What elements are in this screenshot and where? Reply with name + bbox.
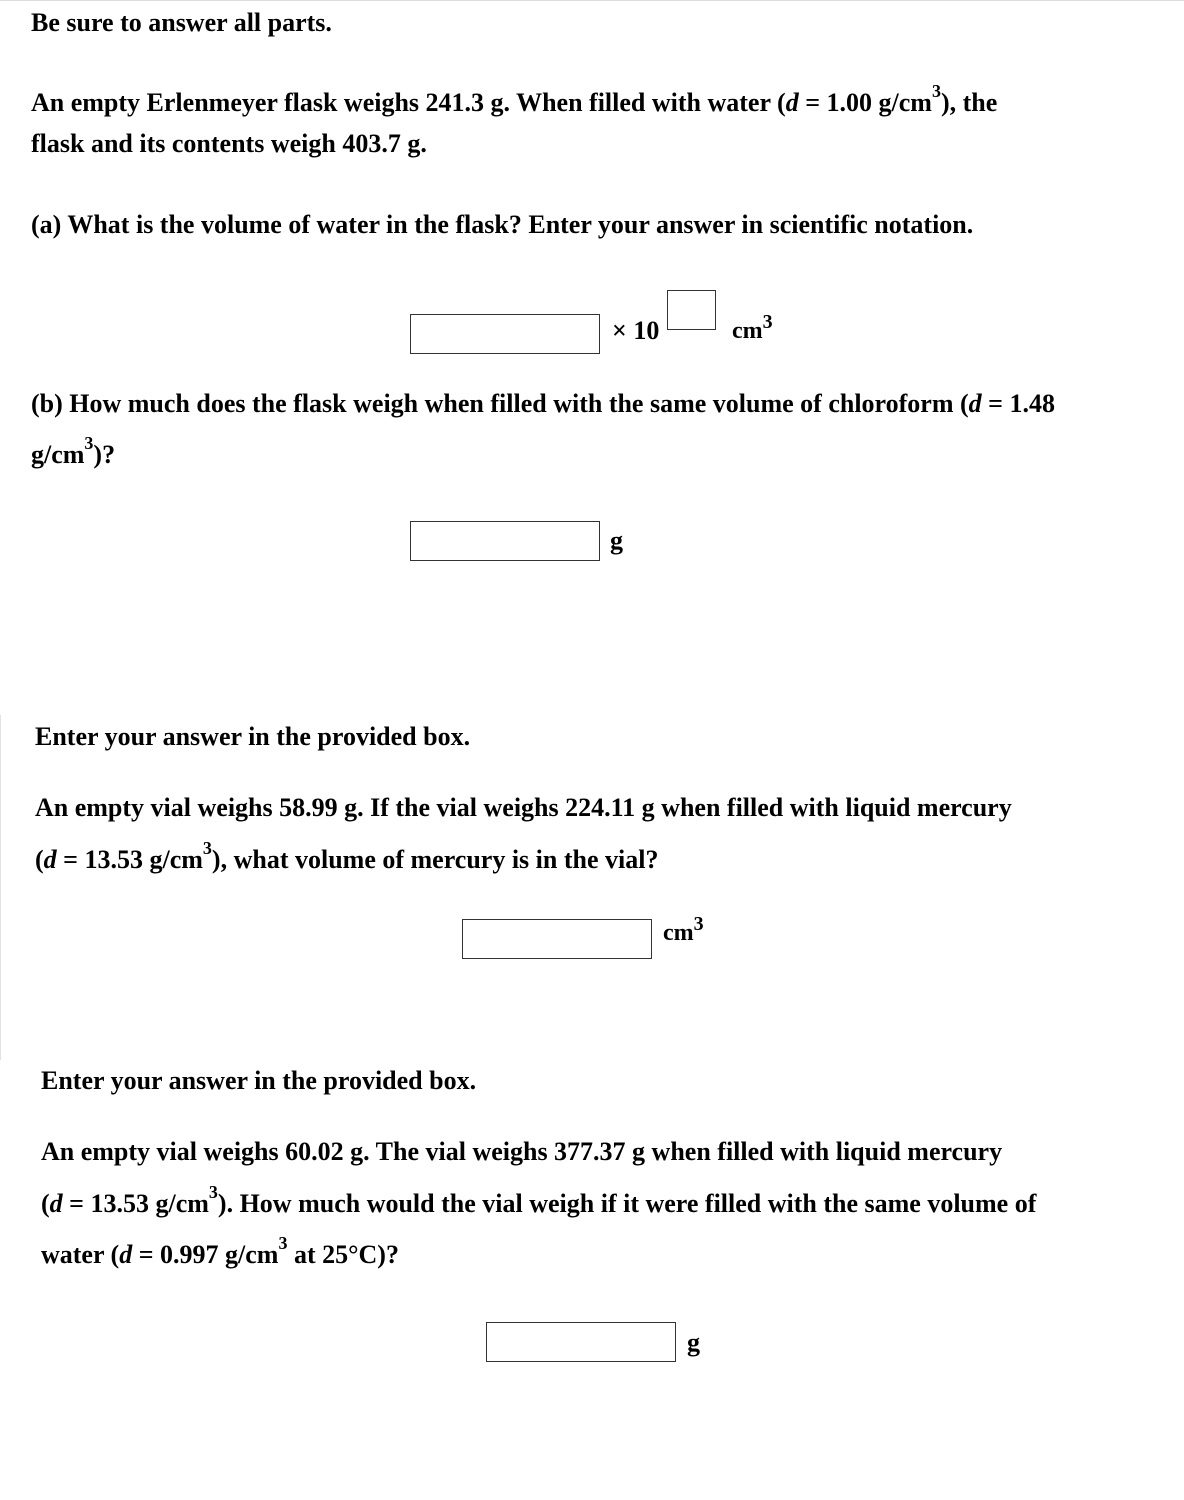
q3-text-c: ). How much would the vial weigh if it were filled with the same volume of — [217, 1189, 1037, 1218]
q1-stem-text-a: An empty Erlenmeyer flask weighs 241.3 g. When filled with water ( — [31, 88, 786, 117]
q3-text-e: = 0.997 g/cm — [132, 1240, 279, 1269]
q2-stem-line1: An empty vial weighs 58.99 g. If the vial weighs 224.11 g when filled with liquid mercury — [35, 793, 1012, 822]
q1-stem-line1 — [31, 81, 998, 118]
q2-exponent: 3 — [202, 838, 212, 859]
q2-stem-line2 — [35, 838, 659, 875]
q1-part-b-text-c: g/cm — [31, 440, 85, 469]
q3-stem-line1: An empty vial weighs 60.02 g. The vial weighs 377.37 g when filled with liquid mercury — [41, 1137, 1003, 1166]
q1-part-a-coefficient-input[interactable] — [410, 314, 600, 354]
q3-answer-unit: g — [687, 1328, 700, 1357]
q2-answer-input[interactable] — [462, 919, 652, 959]
q1-exponent: 3 — [931, 81, 941, 102]
q3-stem-line3 — [41, 1233, 399, 1270]
q2-text-b: = 13.53 g/cm — [56, 845, 203, 874]
section-left-border — [0, 715, 1, 1060]
q1-stem-line2: flask and its contents weigh 403.7 g. — [31, 129, 427, 158]
q1-part-b-unit: g — [610, 526, 623, 555]
q3-answer-input[interactable] — [486, 1322, 676, 1362]
q3-exponent: 3 — [208, 1182, 218, 1203]
top-divider — [0, 0, 1184, 1]
q1-part-b-density-symbol: d — [968, 389, 982, 418]
q1-part-a-exponent-input[interactable] — [667, 290, 716, 330]
q2-density-symbol: d — [43, 845, 57, 874]
q1-unit-cm: cm — [732, 318, 763, 344]
q3-water-exponent: 3 — [278, 1233, 288, 1254]
q1-part-b-text-a: (b) How much does the flask weigh when filled with the same volume of chloroform ( — [31, 389, 969, 418]
q1-part-b-text-b: = 1.48 — [981, 389, 1055, 418]
q2-unit-cm: cm — [663, 920, 694, 946]
q3-text-b: = 13.53 g/cm — [62, 1189, 209, 1218]
q2-text-c: ), what volume of mercury is in the vial? — [211, 845, 659, 874]
q1-times-ten-label: × 10 — [612, 316, 660, 345]
q1-stem-text-b: = 1.00 g/cm — [798, 88, 932, 117]
q2-answer-unit — [663, 912, 704, 947]
q1-part-b-exponent: 3 — [84, 433, 94, 454]
q2-instruction: Enter your answer in the provided box. — [35, 722, 471, 751]
q1-part-a-prompt: (a) What is the volume of water in the flask? Enter your answer in scientific notation. — [31, 210, 974, 239]
q1-stem-text-c: ), the — [940, 88, 998, 117]
q1-part-a-unit — [732, 310, 773, 345]
q1-part-b-text-d: )? — [93, 440, 116, 469]
q3-density-symbol: d — [49, 1189, 63, 1218]
q3-text-f: at 25°C)? — [287, 1240, 399, 1269]
q3-instruction: Enter your answer in the provided box. — [41, 1066, 477, 1095]
q1-part-b-line2 — [31, 433, 116, 470]
q1-density-symbol: d — [785, 88, 799, 117]
q1-part-b-input[interactable] — [410, 521, 600, 561]
q2-text-a: ( — [35, 845, 44, 874]
q3-water-density-symbol: d — [119, 1240, 133, 1269]
q1-unit-exponent: 3 — [762, 310, 773, 333]
q3-text-a: ( — [41, 1189, 50, 1218]
q1-instruction: Be sure to answer all parts. — [31, 8, 332, 37]
q3-text-d: water ( — [41, 1240, 120, 1269]
q3-stem-line2 — [41, 1182, 1037, 1219]
q2-unit-exponent: 3 — [693, 912, 704, 935]
q1-part-b-line1 — [31, 389, 1055, 419]
